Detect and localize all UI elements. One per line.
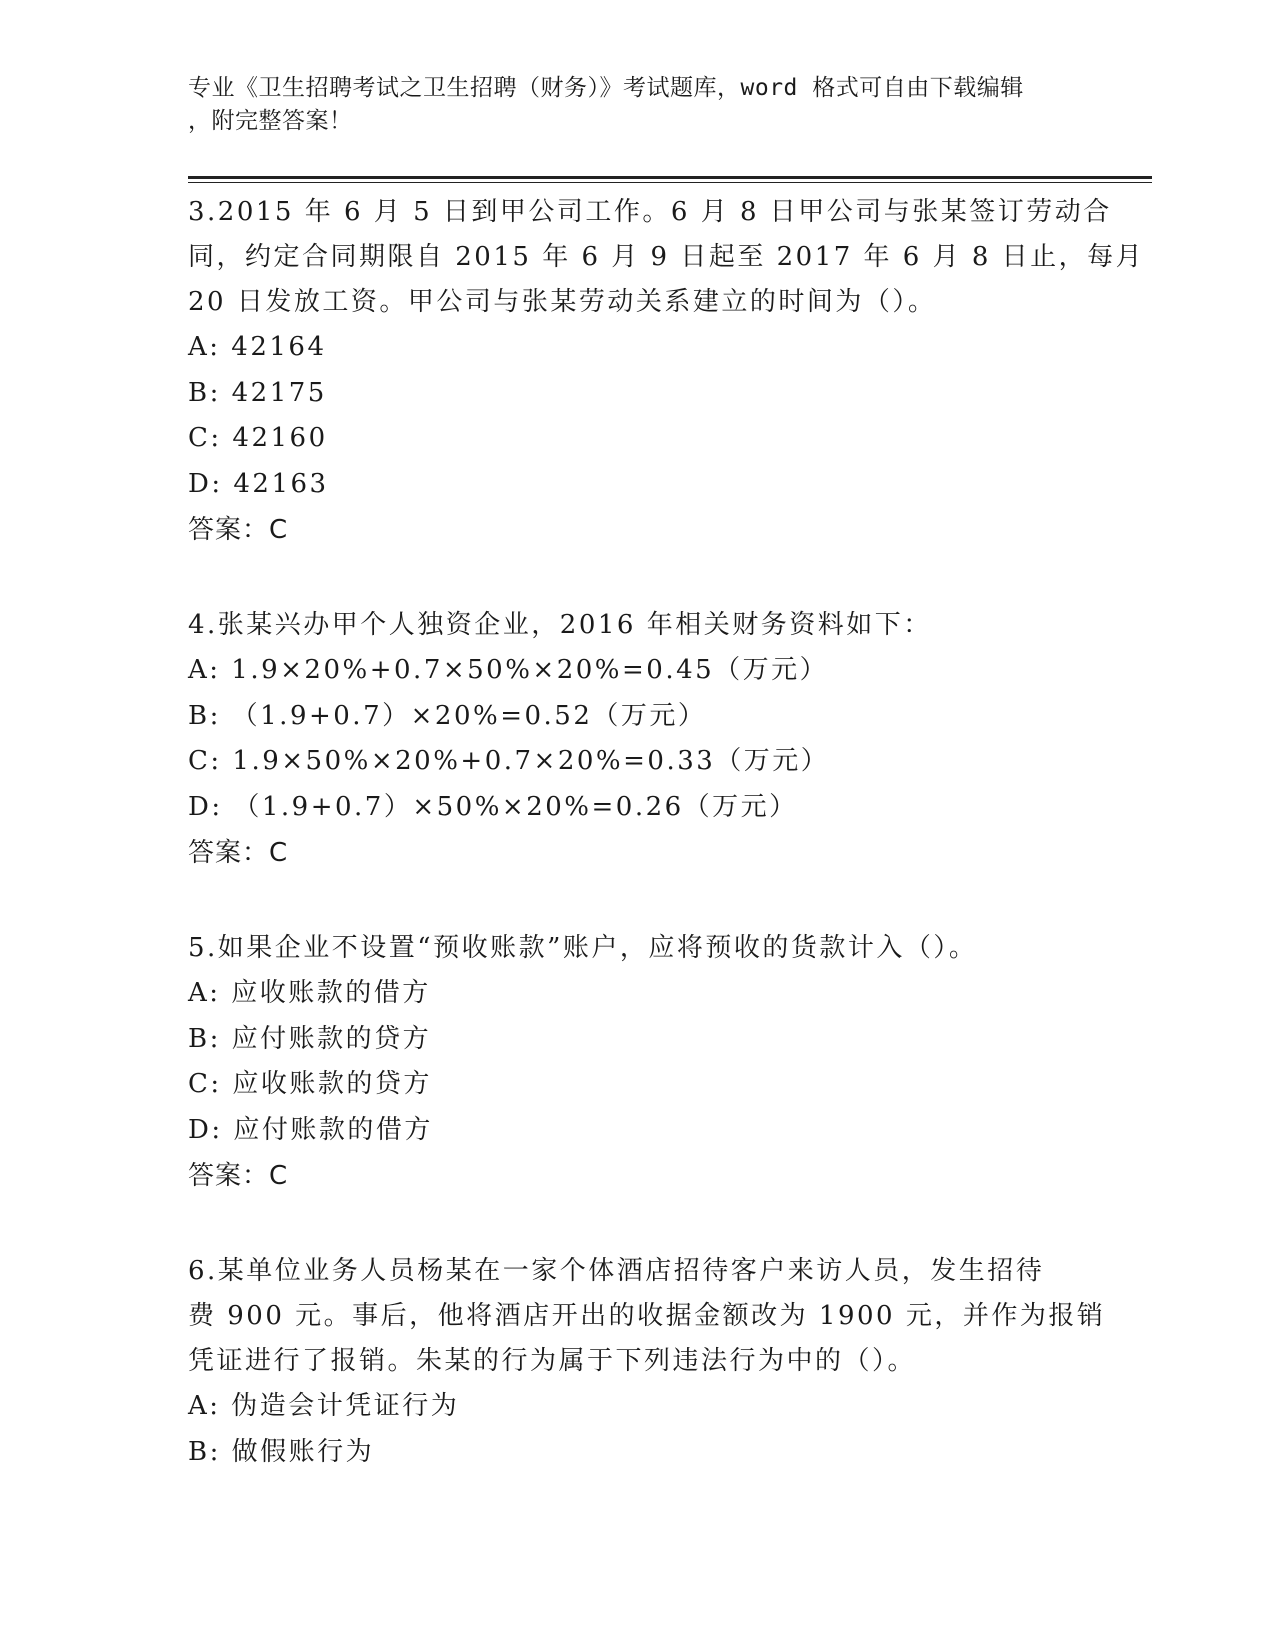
option-a: A: 伪造会计凭证行为 [188, 1391, 460, 1421]
question-5 [188, 926, 1088, 1199]
option-b: B: 做假账行为 [188, 1436, 375, 1467]
option-b: B: 应付账款的贷方 [188, 1023, 432, 1054]
option-c: C: 42160 [188, 423, 328, 453]
document-header [188, 72, 1068, 138]
question-text-line: 4.张某兴办甲个人独资企业，2016 年相关财务资料如下： [188, 610, 932, 640]
option-a: A: 应收账款的借方 [188, 978, 431, 1008]
question-text-line: 20 日发放工资。甲公司与张某劳动关系建立的时间为（）。 [188, 287, 937, 317]
answer-line: 答案：C [188, 838, 289, 868]
header-title-line-2: ，附完整答案！ [188, 108, 353, 134]
option-c: C: 1.9×50%×20%+0.7×20%=0.33（万元） [188, 746, 830, 776]
question-text-line: 同，约定合同期限自 2015 年 6 月 9 日起至 2017 年 6 月 8 日止，每月 [188, 242, 1145, 272]
question-4 [188, 603, 1088, 876]
option-a: A: 1.9×20%+0.7×50%×20%=0.45（万元） [188, 655, 829, 685]
option-c: C: 应收账款的贷方 [188, 1069, 432, 1099]
question-text-line: 5.如果企业不设置“预收账款”账户，应将预收的货款计入（）。 [188, 933, 978, 963]
question-text-line: 费 900 元。事后，他将酒店开出的收据金额改为 1900 元，并作为报销 [188, 1301, 1106, 1331]
option-d: D: 应付账款的借方 [188, 1114, 433, 1145]
question-text-line: 6.某单位业务人员杨某在一家个体酒店招待客户来访人员，发生招待 [188, 1256, 1045, 1286]
header-divider-thick [188, 176, 1152, 179]
option-b: B: （1.9+0.7）×20%=0.52（万元） [188, 700, 707, 731]
question-text-line: 凭证进行了报销。朱某的行为属于下列违法行为中的（）。 [188, 1346, 917, 1376]
option-b: B: 42175 [188, 377, 327, 408]
question-3 [188, 190, 1145, 553]
option-d: D: （1.9+0.7）×50%×20%=0.26（万元） [188, 791, 798, 822]
header-divider-thin [188, 182, 1152, 183]
answer-line: 答案：C [188, 1161, 289, 1191]
question-text-line: 3.2015 年 6 月 5 日到甲公司工作。6 月 8 日甲公司与张某签订劳动合 [188, 197, 1112, 227]
question-6 [188, 1249, 1106, 1475]
header-title-line-1: 专业《卫生招聘考试之卫生招聘（财务）》考试题库，word 格式可自由下载编辑 [188, 75, 1024, 101]
answer-line: 答案：C [188, 515, 289, 545]
question-list [188, 190, 1145, 1525]
option-a: A: 42164 [188, 332, 327, 362]
option-d: D: 42163 [188, 468, 329, 499]
